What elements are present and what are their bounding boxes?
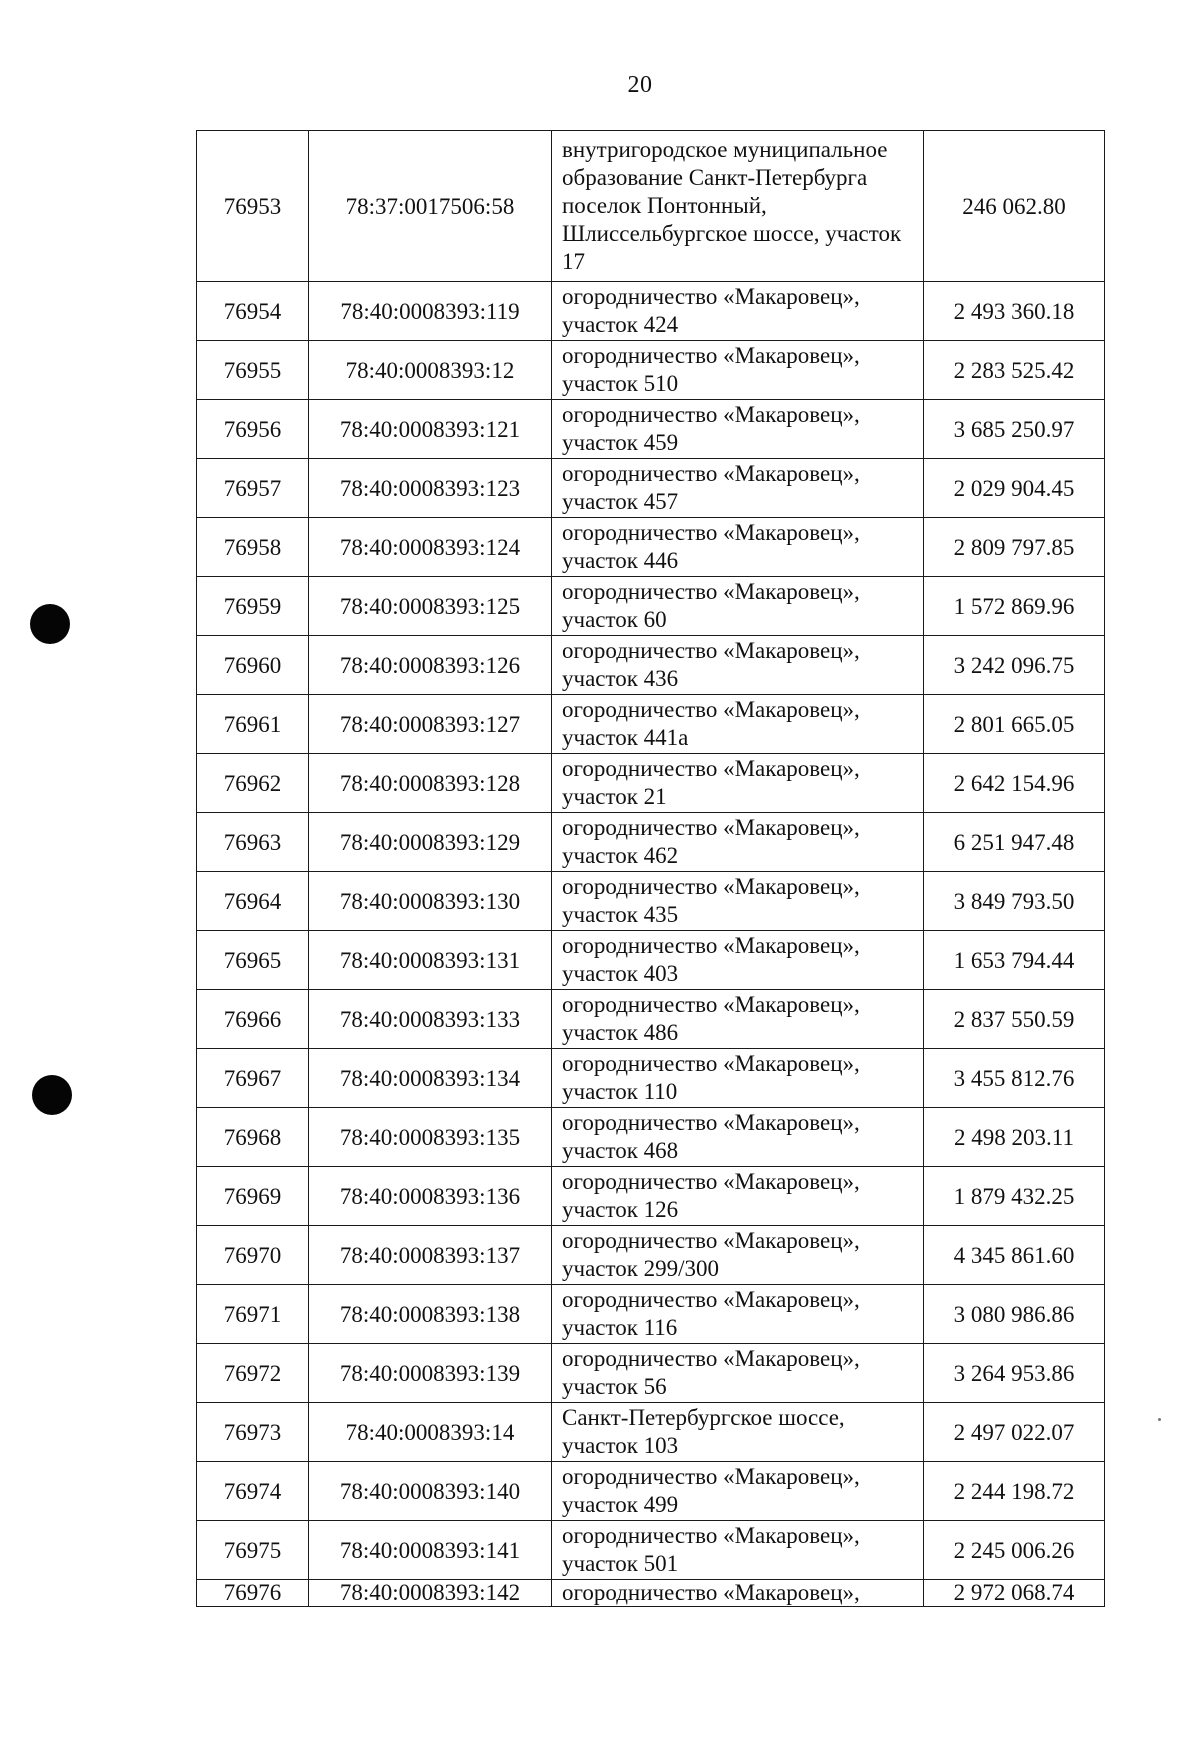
table-row: [197, 1049, 1105, 1108]
cadastral-number-cell: 78:40:0008393:123: [309, 459, 552, 518]
value-cell: 3 080 986.86: [924, 1285, 1105, 1344]
table-row: [197, 695, 1105, 754]
value-cell: 2 642 154.96: [924, 754, 1105, 813]
row-number-cell: 76974: [197, 1462, 309, 1521]
row-number-cell: 76954: [197, 282, 309, 341]
punch-hole-mark: [30, 604, 70, 644]
table-row: [197, 518, 1105, 577]
cadastral-number-cell: 78:40:0008393:130: [309, 872, 552, 931]
cadastral-number-cell: 78:40:0008393:133: [309, 990, 552, 1049]
cadastral-number-cell: 78:40:0008393:124: [309, 518, 552, 577]
row-number-cell: 76955: [197, 341, 309, 400]
value-cell: 1 572 869.96: [924, 577, 1105, 636]
value-cell: 2 029 904.45: [924, 459, 1105, 518]
value-cell: 2 493 360.18: [924, 282, 1105, 341]
table-row: [197, 872, 1105, 931]
address-cell: огородничество «Макаровец», участок 459: [552, 400, 924, 459]
row-number-cell: 76956: [197, 400, 309, 459]
table-row: [197, 1403, 1105, 1462]
value-cell: 2 801 665.05: [924, 695, 1105, 754]
address-cell: огородничество «Макаровец», участок 126: [552, 1167, 924, 1226]
address-cell: огородничество «Макаровец», участок 457: [552, 459, 924, 518]
value-cell: 2 283 525.42: [924, 341, 1105, 400]
table-row: [197, 1462, 1105, 1521]
row-number-cell: 76961: [197, 695, 309, 754]
table-row: [197, 636, 1105, 695]
table-row: [197, 459, 1105, 518]
cadastral-number-cell: 78:40:0008393:129: [309, 813, 552, 872]
cadastral-number-cell: 78:40:0008393:135: [309, 1108, 552, 1167]
cadastral-number-cell: 78:40:0008393:131: [309, 931, 552, 990]
page-number: 20: [627, 72, 653, 98]
address-cell: огородничество «Макаровец», участок 403: [552, 931, 924, 990]
table-row: [197, 577, 1105, 636]
value-cell: 2 809 797.85: [924, 518, 1105, 577]
value-cell: 3 685 250.97: [924, 400, 1105, 459]
address-cell: огородничество «Макаровец», участок 501: [552, 1521, 924, 1580]
cadastral-number-cell: 78:40:0008393:128: [309, 754, 552, 813]
table-row: [197, 931, 1105, 990]
table-row: [197, 131, 1105, 282]
table-row: [197, 400, 1105, 459]
address-cell: огородничество «Макаровец», участок 435: [552, 872, 924, 931]
address-cell: огородничество «Макаровец», участок 486: [552, 990, 924, 1049]
scan-speck: [1158, 1418, 1161, 1421]
cadastral-number-cell: 78:40:0008393:141: [309, 1521, 552, 1580]
address-cell: огородничество «Макаровец», участок 424: [552, 282, 924, 341]
address-cell: огородничество «Макаровец», участок 436: [552, 636, 924, 695]
row-number-cell: 76976: [197, 1580, 309, 1607]
cadastral-number-cell: 78:40:0008393:138: [309, 1285, 552, 1344]
value-cell: 3 264 953.86: [924, 1344, 1105, 1403]
address-cell: огородничество «Макаровец», участок 110: [552, 1049, 924, 1108]
table-row: [197, 754, 1105, 813]
value-cell: 2 837 550.59: [924, 990, 1105, 1049]
address-cell: внутригородское муниципальное образование Санкт-Петербурга поселок Понтонный, Шлиссельбургское шоссе, участок 17: [552, 131, 924, 282]
row-number-cell: 76967: [197, 1049, 309, 1108]
row-number-cell: 76959: [197, 577, 309, 636]
table-row: [197, 1580, 1105, 1607]
cadastral-number-cell: 78:40:0008393:126: [309, 636, 552, 695]
row-number-cell: 76970: [197, 1226, 309, 1285]
cadastral-number-cell: 78:40:0008393:137: [309, 1226, 552, 1285]
row-number-cell: 76973: [197, 1403, 309, 1462]
cadastral-number-cell: 78:40:0008393:119: [309, 282, 552, 341]
value-cell: 3 849 793.50: [924, 872, 1105, 931]
table-row: [197, 1344, 1105, 1403]
cadastral-number-cell: 78:40:0008393:139: [309, 1344, 552, 1403]
address-cell: огородничество «Макаровец», участок 462: [552, 813, 924, 872]
table-body: [197, 131, 1105, 1607]
address-cell: Санкт-Петербургское шоссе, участок 103: [552, 1403, 924, 1462]
cadastral-number-cell: 78:40:0008393:140: [309, 1462, 552, 1521]
table-row: [197, 1108, 1105, 1167]
row-number-cell: 76963: [197, 813, 309, 872]
land-plot-table: [196, 130, 1105, 1607]
address-cell: огородничество «Макаровец», участок 468: [552, 1108, 924, 1167]
table-row: [197, 813, 1105, 872]
address-cell: огородничество «Макаровец», участок 56: [552, 1344, 924, 1403]
row-number-cell: 76966: [197, 990, 309, 1049]
value-cell: 4 345 861.60: [924, 1226, 1105, 1285]
row-number-cell: 76958: [197, 518, 309, 577]
value-cell: 6 251 947.48: [924, 813, 1105, 872]
cadastral-number-cell: 78:40:0008393:121: [309, 400, 552, 459]
address-cell: огородничество «Макаровец», участок 21: [552, 754, 924, 813]
value-cell: 2 244 198.72: [924, 1462, 1105, 1521]
address-cell: огородничество «Макаровец», участок 510: [552, 341, 924, 400]
table-row: [197, 341, 1105, 400]
address-cell: огородничество «Макаровец», участок 499: [552, 1462, 924, 1521]
punch-hole-mark: [32, 1075, 72, 1115]
value-cell: 1 879 432.25: [924, 1167, 1105, 1226]
row-number-cell: 76971: [197, 1285, 309, 1344]
cadastral-number-cell: 78:37:0017506:58: [309, 131, 552, 282]
address-cell: огородничество «Макаровец», участок 60: [552, 577, 924, 636]
cadastral-number-cell: 78:40:0008393:127: [309, 695, 552, 754]
address-cell: огородничество «Макаровец», участок 446: [552, 518, 924, 577]
cadastral-number-cell: 78:40:0008393:136: [309, 1167, 552, 1226]
address-cell: огородничество «Макаровец»,: [552, 1580, 924, 1607]
row-number-cell: 76975: [197, 1521, 309, 1580]
table-row: [197, 1521, 1105, 1580]
table-row: [197, 1167, 1105, 1226]
address-cell: огородничество «Макаровец», участок 441а: [552, 695, 924, 754]
value-cell: 3 455 812.76: [924, 1049, 1105, 1108]
table-row: [197, 1285, 1105, 1344]
row-number-cell: 76964: [197, 872, 309, 931]
cadastral-number-cell: 78:40:0008393:142: [309, 1580, 552, 1607]
address-cell: огородничество «Макаровец», участок 299/300: [552, 1226, 924, 1285]
value-cell: 1 653 794.44: [924, 931, 1105, 990]
value-cell: 246 062.80: [924, 131, 1105, 282]
cadastral-number-cell: 78:40:0008393:14: [309, 1403, 552, 1462]
row-number-cell: 76953: [197, 131, 309, 282]
table-row: [197, 990, 1105, 1049]
value-cell: 2 972 068.74: [924, 1580, 1105, 1607]
address-cell: огородничество «Макаровец», участок 116: [552, 1285, 924, 1344]
value-cell: 2 245 006.26: [924, 1521, 1105, 1580]
row-number-cell: 76968: [197, 1108, 309, 1167]
table-row: [197, 282, 1105, 341]
row-number-cell: 76962: [197, 754, 309, 813]
row-number-cell: 76965: [197, 931, 309, 990]
row-number-cell: 76972: [197, 1344, 309, 1403]
row-number-cell: 76969: [197, 1167, 309, 1226]
cadastral-number-cell: 78:40:0008393:125: [309, 577, 552, 636]
row-number-cell: 76960: [197, 636, 309, 695]
table-row: [197, 1226, 1105, 1285]
value-cell: 3 242 096.75: [924, 636, 1105, 695]
row-number-cell: 76957: [197, 459, 309, 518]
value-cell: 2 498 203.11: [924, 1108, 1105, 1167]
cadastral-number-cell: 78:40:0008393:12: [309, 341, 552, 400]
cadastral-number-cell: 78:40:0008393:134: [309, 1049, 552, 1108]
value-cell: 2 497 022.07: [924, 1403, 1105, 1462]
